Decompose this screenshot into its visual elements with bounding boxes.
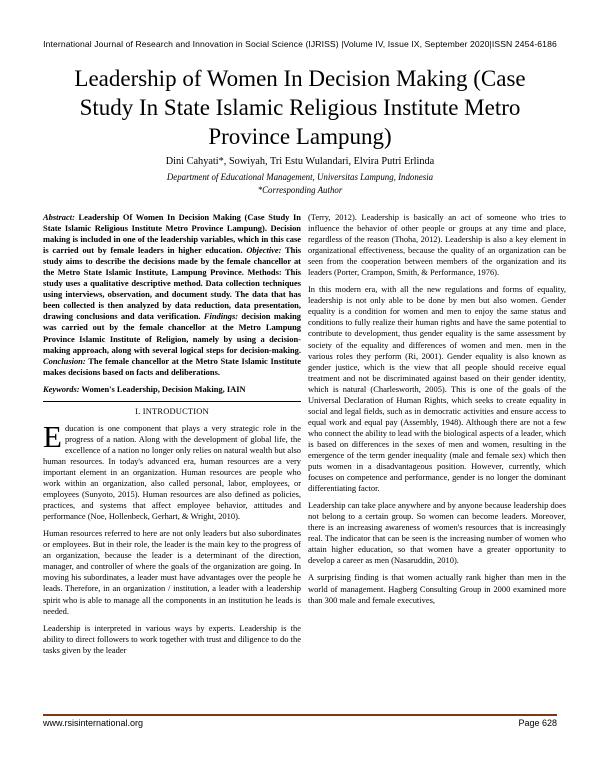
- intro-paragraph-3: Leadership is interpreted in various ways by experts. Leadership is the ability to direct followers to work together with trust and diligence to do the tasks given by the leader: [43, 622, 301, 655]
- right-paragraph-3: Leadership can take place anywhere and by anyone because leadership does not belong to a certain group. So women can become leaders. Moreover, there is an increasing awareness of women's resources that is increasingly real. The indicator that can be seen is the increasing number of women who attain higher education, so that women have a greater opportunity to develop a career as men (Nasaruddin, 2010).: [308, 500, 566, 566]
- findings-label: Findings:: [203, 311, 239, 322]
- corresponding-author-note: *Corresponding Author: [257, 185, 343, 195]
- intro-paragraph-2: Human resources referred to here are not only leaders but also subordinates or employees. But in their role, the leader is the main key to the progress of an organization, because the leader is a determinant of the direction, manager, and controller of where the goals of the organization are going. In moving his subordinates, a leader must have advantages over the people he leads. Therefore, in an organization / institution, a leader with a leadership spirit who is able to manage all the components in an institution he leads is needed.: [43, 528, 301, 616]
- keywords-divider: [43, 401, 301, 402]
- right-paragraph-4: A surprising finding is that women actually rank higher than men in the world of management. Hagberg Consulting Group in 2000 examined more than 300 male and female executives,: [308, 572, 566, 605]
- abstract-label: Abstract:: [43, 212, 75, 222]
- intro-paragraph-1: [43, 418, 301, 522]
- journal-running-header: International Journal of Research and Innovation in Social Science (IJRISS) |Volume IV, Issue IX, September 2020|ISSN 2454-6186: [43, 39, 557, 49]
- author-list: Dini Cahyati*, Sowiyah, Tri Estu Wulandari, Elvira Putri Erlinda: [165, 156, 435, 167]
- page-number: Page 628: [518, 718, 557, 728]
- conclusion-label: Conclusion:: [43, 355, 86, 366]
- keywords: [43, 384, 301, 395]
- abstract: [43, 212, 301, 378]
- paper-title: Leadership of Women In Decision Making (Case Study In State Islamic Religious Institute Metro Province Lampung): [74, 66, 526, 149]
- right-paragraph-2: In this modern era, with all the new regulations and forms of equality, leadership is not only able to be done by men but also women. Gender equality is a condition for women and men to enjoy the same status and conditions to fully realize their human rights and have the same potential to contribute to development, thus gender equality is the same assessment by society of the equality and differences of women and men. men in the various roles they perform (Ri, 2001). Gender equality is also known as gender justice, which is the view that all people should receive equal treatment and not be discriminated against based on their gender identity, which is natural (Charlesworth, 2005). This is one of the goals of the Universal Declaration of Human Rights, which seeks to create equality in social and legal fields, such as in democratic activities and ensure access to equal work and equal pay (Assembly, 1948). Although there are not a few who connect the ability to lead with the biological aspects of a leader, which is based on differences in the sexes of men and women, resulting in the emergence of the term gender inequality (male and female sex) which then puts women in a disadvantageous position. However, currently, which focuses on competence and performance, gender is no longer the dominant differentiating factor.: [308, 284, 566, 494]
- drop-cap: E: [43, 418, 62, 454]
- keywords-text: Women's Leadership, Decision Making, IAIN: [79, 383, 246, 394]
- intro-paragraph-1-text: ducation is one component that plays a very strategic role in the progress of a nation. Along with the development of global life, the excellence of a nation no longer only relies on natural wealth but also human resources. In today's advanced era, human resources are a very important element in an organization. Human resources are people who work within an organization, also called personal, labor, employees, or employees (Sunyoto, 2015). Human resources are also defined as policies, practices, and systems that affect employee behavior, attitudes and performance (Noe, Hollenbeck, Gerhart, & Wright, 2010).: [43, 422, 301, 522]
- left-column: [43, 212, 301, 662]
- keywords-label: Keywords:: [43, 383, 80, 394]
- footer-divider: [43, 714, 557, 716]
- section-heading-introduction: I. INTRODUCTION: [135, 405, 209, 416]
- footer-website-url: www.rsisinternational.org: [43, 718, 144, 728]
- abstract-text-1: Leadership Of Women In Decision Making (Case Study In State Islamic Religious Institute Metro Province Lampung). Decision making is included in one of the leadership variables, which in this case is carried out by female leaders in higher education.: [43, 212, 301, 256]
- objective-label: Objective:: [246, 245, 282, 256]
- affiliation: Department of Educational Management, Universitas Lampung, Indonesia: [166, 172, 434, 182]
- abstract-text-3: decision making was carried out by the female chancellor at the Metro Lampung Province Islamic Institute of Religion, namely by using a decision-making approach, along with several logical steps for decision-making.: [43, 311, 302, 355]
- right-column: [308, 212, 566, 612]
- right-paragraph-1: (Terry, 2012). Leadership is basically an act of someone who tries to influence the behavior of other people or groups at any time and place, regardless of the reason (Thoha, 2012). Leadership is also a key element in organizational effectiveness, because the quality of an organization can be seen from the cooperation between members of the organization and its leaders (Porter, Crampon, Smith, & Performance, 1976).: [308, 212, 566, 278]
- abstract-text-4: The female chancellor at the Metro State Islamic Institute makes decisions based on facts and deliberations.: [43, 355, 301, 377]
- abstract-text-2: This study aims to describe the decisions made by the female chancellor at the Metro State Islamic Institute, Lampung Province. Methods: This study uses a qualitative descriptive method. Data collection techniques using interviews, observation, and document study. The data that has been collected is then analyzed by data reduction, data presentation, drawing conclusions and data verification.: [43, 245, 301, 322]
